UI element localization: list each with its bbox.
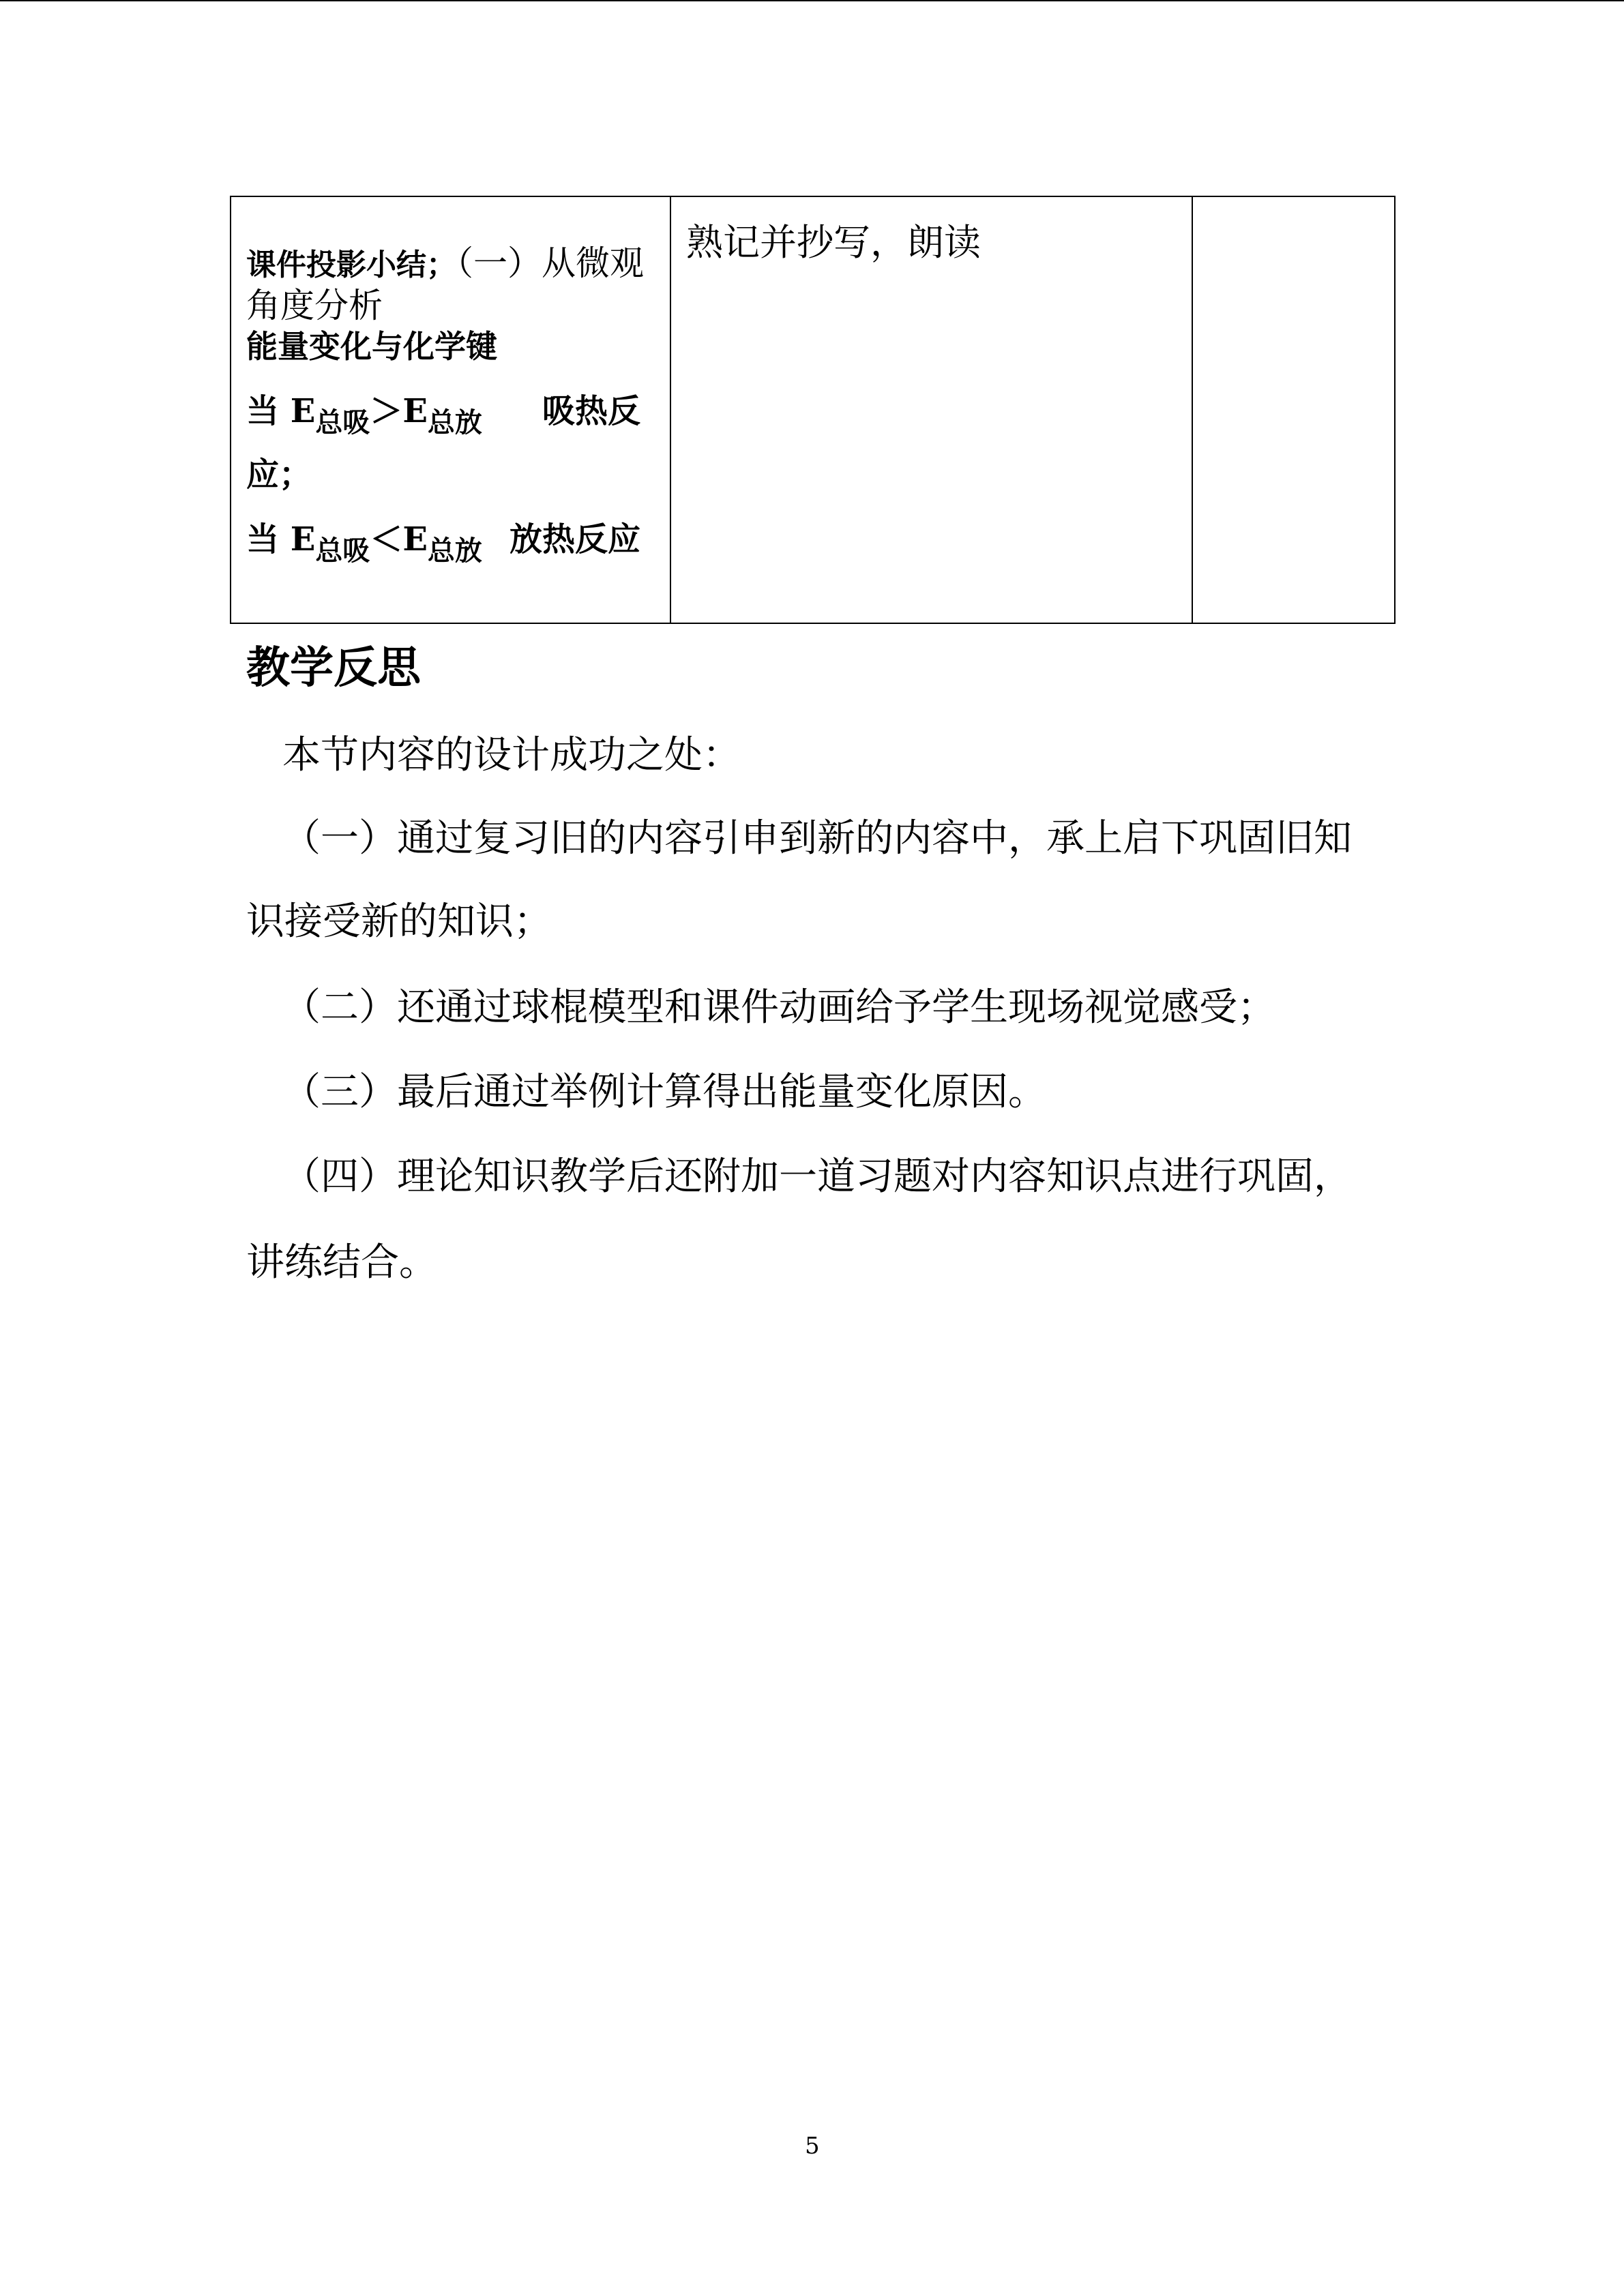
- page-top-border: [0, 0, 1624, 1]
- reflection-point-3: （三）最后通过举例计算得出能量变化原因。: [282, 1070, 1046, 1114]
- courseware-summary-label: 课件投影小结；: [246, 248, 456, 282]
- page-number: 5: [805, 2132, 820, 2160]
- condition-prefix: 当 E: [246, 520, 316, 558]
- summary-line-2: 角度分析: [246, 286, 383, 325]
- exothermic-label: 放热反应: [509, 520, 640, 558]
- reflection-point-1-line-1: （一）通过复习旧的内容引申到新的内容中，承上启下巩固旧知: [282, 816, 1352, 861]
- reflection-point-1-line-2: 识接受新的知识；: [246, 899, 552, 944]
- reflection-point-4-line-1: （四）理论知识教学后还附加一道习题对内容知识点进行巩固，: [282, 1154, 1352, 1199]
- endothermic-label: 吸热反: [542, 392, 640, 430]
- condition-prefix: 当 E: [246, 392, 316, 430]
- student-activity-text: 熟记并抄写，朗读: [686, 221, 981, 264]
- subscript-release: 总放: [427, 535, 482, 567]
- summary-line-5: 应；: [246, 456, 312, 494]
- table-row: [231, 196, 1395, 623]
- reflection-intro: 本节内容的设计成功之处：: [282, 733, 741, 777]
- subscript-absorb: 总吸: [315, 406, 370, 438]
- lesson-table: [230, 196, 1396, 624]
- notes-cell: [1192, 196, 1395, 623]
- subscript-release: 总放: [427, 406, 482, 438]
- less-than-e: ＜E: [370, 520, 428, 558]
- endothermic-condition: [246, 392, 655, 438]
- exothermic-condition: [246, 520, 655, 567]
- summary-line-3: 能量变化与化学键: [246, 328, 497, 365]
- student-activity-cell: [670, 196, 1192, 623]
- micro-analysis-heading: （一）从微观: [456, 243, 644, 283]
- greater-than-e: ＞E: [370, 392, 428, 430]
- summary-line-1: [246, 243, 644, 283]
- notes-text: [1193, 197, 1394, 623]
- subscript-absorb: 总吸: [315, 535, 370, 567]
- reflection-title: 教学反思: [246, 642, 421, 694]
- reflection-point-4-line-2: 讲练结合。: [246, 1240, 437, 1285]
- summary-cell: [231, 196, 670, 623]
- reflection-point-2: （二）还通过球棍模型和课件动画给予学生现场视觉感受；: [282, 985, 1275, 1030]
